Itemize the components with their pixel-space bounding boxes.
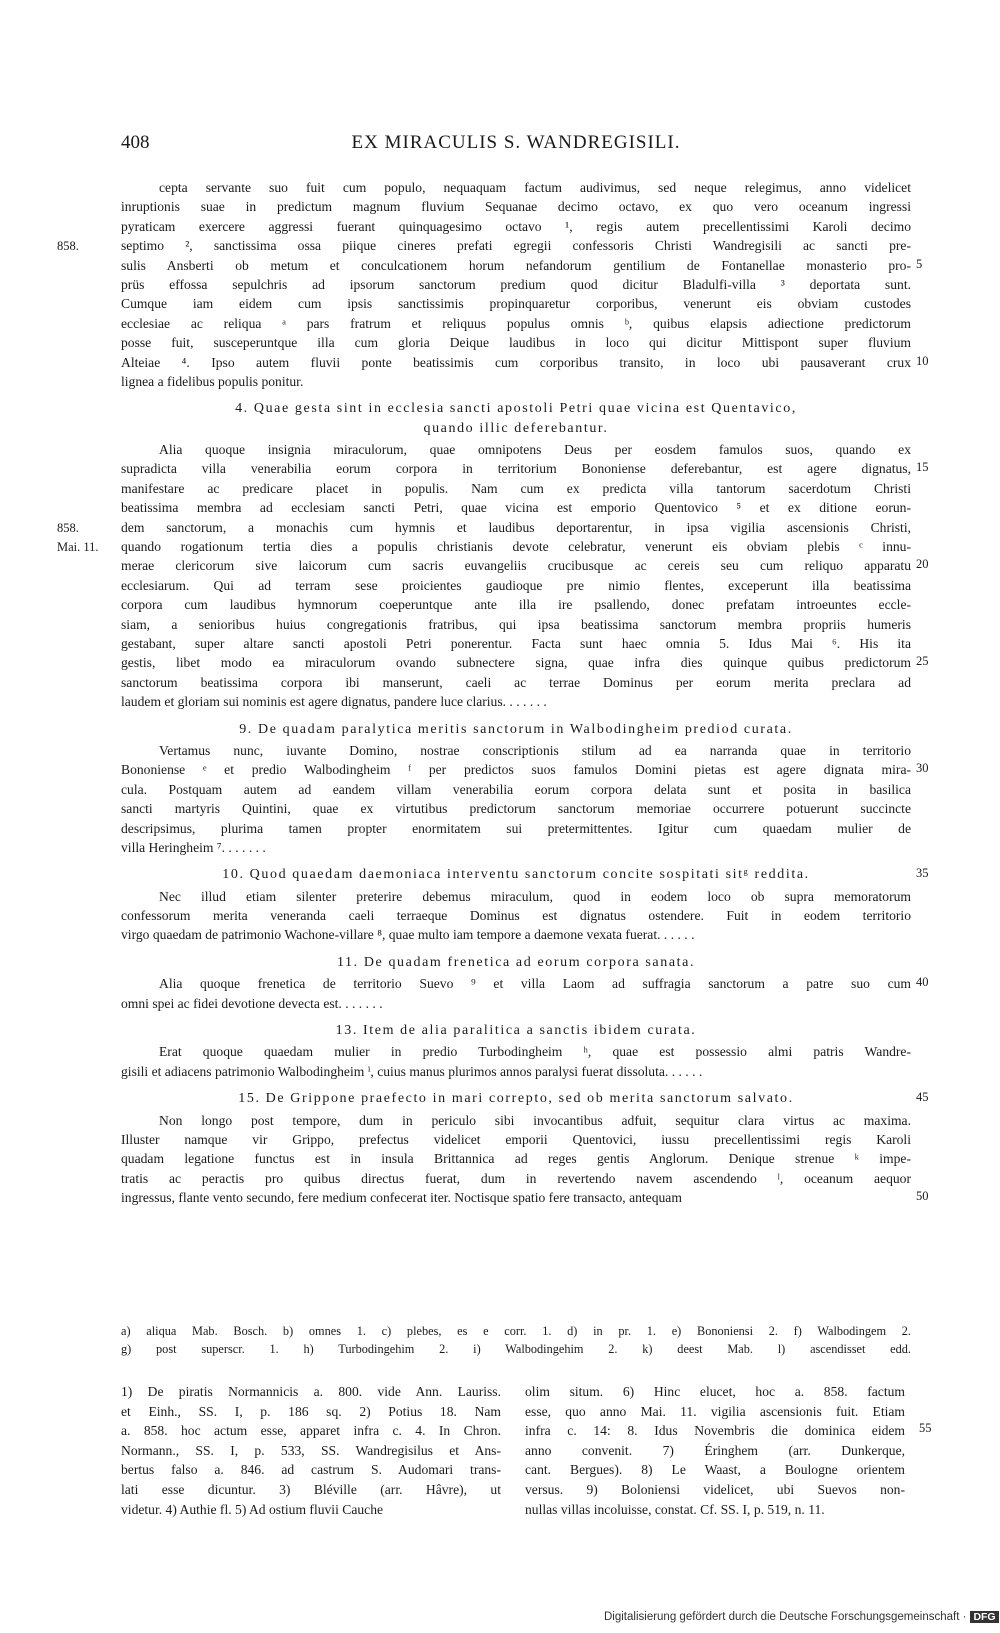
- text-line: prüs effossa sepulchris ad ipsorum sanctorum predium quod dicitur Bladulfi-villa ³ deportata sunt.: [121, 276, 911, 292]
- section-heading: [121, 399, 911, 438]
- margin-date: 858.: [57, 520, 79, 535]
- text-line: cepta servante suo fuit cum populo, nequaquam factum audivimus, sed neque relegimus, anno videlicet: [159, 180, 911, 195]
- text-line: Erat quoque quaedam mulier in predio Turbodingheim ʰ, quae est possessio almi patris Wandre-: [159, 1044, 911, 1060]
- footnote-line: Normann., SS. I, p. 533, SS. Wandregisilus et Ans-: [121, 1442, 501, 1458]
- section-heading: [121, 1089, 929, 1108]
- footnote-line: versus. 9) Boloniensi videlicet, ubi Suevos non-: [525, 1481, 905, 1497]
- paragraph: [121, 1042, 911, 1081]
- apparatus-line: g) post superscr. 1. h) Turbodingehim 2. i) Walbodingehim 2. k) deest Mab. l) ascendisset edd.: [121, 1342, 911, 1356]
- heading-line: 11. De quadam frenetica ad eorum corpora sanata.: [336, 954, 696, 970]
- paragraph: [57, 440, 929, 711]
- page-header: [121, 132, 911, 160]
- main-text: [57, 178, 929, 1208]
- paragraph: [121, 974, 929, 1013]
- dfg-logo: DFG: [970, 1611, 998, 1623]
- text-line: ecclesiae ac reliqua ᵃ pars fratrum et reliquus populus omnis ᵇ, quibus elapsis adiectione predictorum: [121, 315, 911, 331]
- apparatus-line: a) aliqua Mab. Bosch. b) omnes 1. c) plebes, es e corr. 1. d) in pr. 1. e) Bononiensi 2. f) Walbodingem 2.: [121, 1324, 911, 1338]
- text-line: omni spei ac fidei devotione devecta est. . . . . . .: [121, 995, 383, 1011]
- text-line: Illuster namque vir Grippo, prefectus videlicet emporii Quentovici, iussu precellentissimi regis Karoli: [121, 1131, 911, 1147]
- text-line: inruptionis suae in predictum magnum fluvium Sequanae decimo octavo, ex quo vero oceanum ingressi: [121, 199, 911, 215]
- text-line: sanctorum beatissima corpora ibi manserunt, caeli ac terrae Dominus per eorum merita preclara ad: [121, 674, 911, 690]
- paragraph: [121, 1111, 929, 1208]
- heading-line: 9. De quadam paralytica meritis sanctorum in Walbodingheim prediod curata.: [239, 721, 793, 737]
- section-heading: [121, 865, 929, 884]
- text-line: laudem et gloriam sui nominis est agere dignatus, pandere luce clarius. . . . . . .: [121, 694, 547, 710]
- line-number: 35: [916, 866, 929, 881]
- line-number: 5: [916, 256, 923, 271]
- text-line: Vertamus nunc, iuvante Domino, nostrae conscriptionis stilum ad ea narranda quae in territorio: [159, 742, 911, 758]
- line-number: 30: [916, 761, 929, 776]
- footnotes-left-column: [121, 1382, 501, 1519]
- running-title: EX MIRACULIS S. WANDREGISILI.: [351, 132, 681, 153]
- line-number: 45: [916, 1090, 929, 1105]
- text-line: cula. Postquam autem ad eandem villam venerabilia eorum corpora delata sunt et posita in basilica: [121, 781, 911, 797]
- text-line: villa Heringheim ⁷. . . . . . .: [121, 839, 266, 855]
- text-line: ingressus, flante vento secundo, fere medium confecerat iter. Noctisque spatio fere transacto, antequam: [121, 1190, 682, 1206]
- text-line: corpora cum laudibus hymnorum coeperuntque ante illa ire psallendo, donec prefatam introeuntes eccle-: [121, 597, 911, 613]
- heading-line: quando illic deferebantur.: [423, 420, 609, 436]
- text-line: tratis ac peractis pro quibus directus fuerat, dum in revertendo navem ascendendo ˡ, oceanum aequor: [121, 1170, 911, 1186]
- text-line: descripsimus, plurima tamen propter enormitatem sui pretermittentes. Igitur cum quaedam mulier de: [121, 820, 911, 836]
- text-line: quando rogationum tertia dies a populis christianis devote celebratur, venerunt eis obviam plebis ᶜ innu-: [121, 539, 911, 555]
- text-line: pyraticam exercere aggressi fuerant quinquagesimo octavo ¹, regis autem precellentissimi Karoli decimo: [121, 218, 911, 234]
- footnote-line: 1) De piratis Normannicis a. 800. vide Ann. Lauriss.: [121, 1384, 501, 1399]
- text-line: gestis, libet modo ea miraculorum ovando subnectere signa, quae infra dies quinque quibus predictorum: [121, 655, 911, 671]
- text-line: gisili et adiacens patrimonio Walbodingheim ⁱ, cuius manus plurimos annos paralysi fuerat dissoluta. . . . . .: [121, 1063, 703, 1079]
- footnote-line: et Einh., SS. I, p. 186 sq. 2) Potius 18. Nam: [121, 1403, 501, 1419]
- footnote-line: lati esse dicuntur. 3) Bléville (arr. Hâvre), ut: [121, 1481, 501, 1497]
- text-line: manifestare ac predicare placet in populis. Nam cum ex predicta villa tantorum sacerdotum Christi: [121, 480, 911, 496]
- line-number: 25: [916, 654, 929, 669]
- critical-apparatus: [121, 1322, 911, 1358]
- heading-line: 10. Quod quaedam daemoniaca interventu sanctorum concite sospitati sitᵍ reddita.: [222, 867, 810, 883]
- section-heading: [121, 1021, 911, 1040]
- footnote-line: olim situm. 6) Hinc elucet, hoc a. 858. factum: [525, 1384, 905, 1399]
- heading-line: 15. De Grippone praefecto in mari correpto, sed ob merita sanctorum salvato.: [238, 1091, 794, 1107]
- heading-line: 4. Quae gesta sint in ecclesia sancti apostoli Petri quae vicina est Quentavico,: [235, 401, 797, 417]
- line-number: 40: [916, 975, 929, 990]
- text-line: lignea a fidelibus populis ponitur.: [121, 373, 304, 389]
- line-number: 50: [916, 1189, 929, 1204]
- margin-date: 858.: [57, 239, 79, 254]
- text-line: ecclesiarum. Qui ad terram sese proicientes gaudioque pre nimio flentes, exceperunt illa beatissima: [121, 577, 911, 593]
- paragraph: [121, 887, 911, 945]
- text-line: merae clericorum sive laicorum cum sacris euvangeliis crucibusque ac cereis seu cum reliquo apparatu: [121, 558, 911, 574]
- margin-date: Mai. 11.: [57, 540, 99, 555]
- text-line: Bononiense ᵉ et predio Walbodingheim ᶠ per predictos suos famulos Domini pietas est agere dignata mira-: [121, 762, 911, 778]
- footnote-line: videtur. 4) Authie fl. 5) Ad ostium fluvii Cauche: [121, 1501, 384, 1517]
- footnote-line: esse, quo anno Mai. 11. vigilia ascensionis fuit. Etiam: [525, 1403, 905, 1419]
- text-line: Nec illud etiam silenter preterire debemus miraculum, quod in eodem loco ob supra memoratorum: [159, 888, 911, 904]
- text-line: Alia quoque insignia miraculorum, quae omnipotens Deus per eosdem famulos suos, quando ex: [159, 442, 911, 458]
- text-line: sancti martyris Quintini, quae ex virtutibus predictorum sanctorum memoriae occurrere potuerunt succincte: [121, 801, 911, 817]
- footnote-line: infra c. 14: 8. Idus Novembris die dominica eidem: [525, 1423, 905, 1439]
- text-line: sulis Ansberti ob metum et conculcationem horum nefandorum gentilium de Fontanellae monasterio pro-: [121, 257, 911, 273]
- text-line: beatissima membra ad ecclesiam sancti Petri, quae vicina est emporio Quentovico ⁵ et ex ditione eorun-: [121, 500, 911, 516]
- footer-text: Digitalisierung gefördert durch die Deutsche Forschungsgemeinschaft ·: [604, 1611, 967, 1623]
- heading-line: 13. Item de alia paralitica a sanctis ibidem curata.: [335, 1023, 697, 1039]
- text-line: Cumque iam eidem cum ipsis sanctissimis propinquaretur corporibus, venerunt eis obviam custodes: [121, 296, 911, 312]
- footnote-line: cant. Bergues). 8) Le Waast, a Boulogne orientem: [525, 1462, 905, 1478]
- page-number: 408: [121, 132, 150, 153]
- digitization-footer: [604, 1611, 999, 1623]
- section-heading: [121, 720, 911, 739]
- footnotes-right-column: [525, 1382, 905, 1519]
- text-line: Alia quoque frenetica de territorio Suevo ⁹ et villa Laom ad suffragia sanctorum a patre suo cum: [159, 976, 911, 992]
- text-line: gestabant, super altare sancti apostoli Petri ponerentur. Facta sunt haec omnia 5. Idus Mai ⁶. His ita: [121, 635, 911, 651]
- footnote-line: bertus falso a. 846. ad castrum S. Audomari trans-: [121, 1462, 501, 1478]
- paragraph: [121, 741, 929, 857]
- text-line: supradicta villa venerabilia eorum corpora in territorium Bononiense deferebantur, est agere dignatus,: [121, 461, 911, 477]
- line-number: 20: [916, 557, 929, 572]
- line-number: 10: [916, 353, 929, 368]
- footnote-line: nullas villas incoluisse, constat. Cf. SS. I, p. 519, n. 11.: [525, 1501, 825, 1517]
- paragraph: [57, 178, 929, 391]
- footnote-line: anno convenit. 7) Éringhem (arr. Dunkerque,: [525, 1442, 905, 1458]
- text-line: dem sanctorum, a monachis cum hymnis et laudibus deportarentur, in ipsa vigilia ascensionis Christi,: [121, 519, 911, 535]
- text-line: Non longo post tempore, dum in periculo sibi invocantibus adfuit, sequitur clara virtus ac maxima.: [159, 1112, 911, 1128]
- text-line: quadam legatione functus est in insula Brittannica ad reges gentis Anglorum. Denique strenue ᵏ impe-: [121, 1151, 911, 1167]
- section-heading: [121, 953, 911, 972]
- footnote-line: a. 858. hoc actum esse, apparet infra c. 4. In Chron.: [121, 1423, 501, 1439]
- text-line: Alteiae ⁴. Ipso autem fluvii ponte beatissimis cum corporibus transito, in loco ubi pausaverant crux: [121, 354, 911, 370]
- line-number: 15: [916, 460, 929, 475]
- text-line: virgo quaedam de patrimonio Wachone-villare ⁸, quae multo iam tempore a daemone vexata fuerat. . . . . .: [121, 927, 695, 943]
- text-line: septimo ², sanctissima ossa piique cineres prefati egregii confessoris Christi Wandregisili ac sancti pre-: [121, 238, 911, 254]
- text-line: siam, a senioribus huius congregationis fratribus, qui ipsa beatissima sanctorum membra propriis humeris: [121, 616, 911, 632]
- text-line: confessorum merita veneranda caeli terraeque Dominus est dignatus ostendere. Fuit in eodem territorio: [121, 908, 911, 924]
- line-number: 55: [919, 1421, 932, 1435]
- text-line: posse fuit, susceperuntque illa cum gloria Deique laudibus in loco qui dicitur Mittispont super fluvium: [121, 335, 911, 351]
